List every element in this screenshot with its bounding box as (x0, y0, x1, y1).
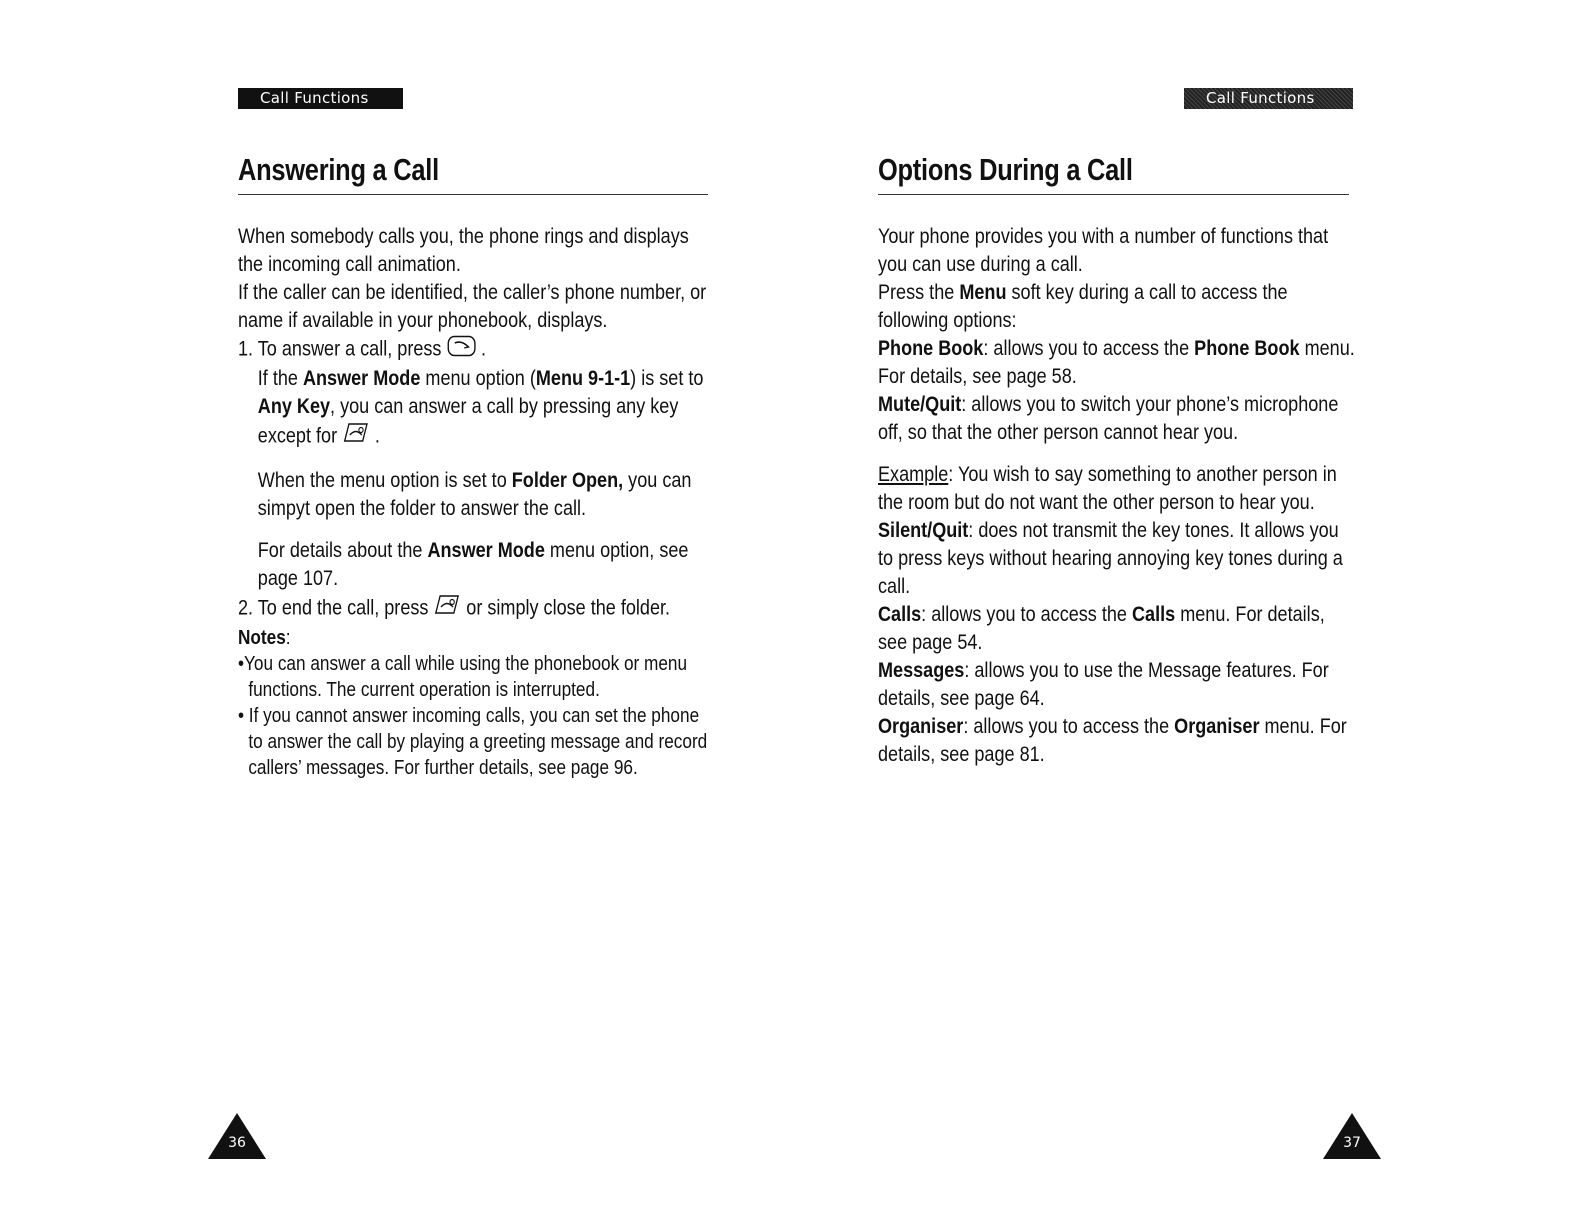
calls-label: Calls (878, 603, 922, 626)
answer-mode-label: Answer Mode (427, 539, 545, 562)
page-title-right: Options During a Call (878, 152, 1133, 187)
step-1-number: 1. (238, 337, 254, 361)
example-paragraph (878, 461, 1357, 517)
text: you can simpyt open the folder to answer the call. (257, 469, 692, 520)
folder-open-label: Folder Open, (511, 469, 624, 492)
text: Press the (878, 281, 955, 304)
page-number-marker-right (1323, 1113, 1381, 1159)
option-organiser (878, 713, 1357, 769)
text: : You wish to say something to another person in the room but do not want the other person to hear you. (878, 463, 1337, 514)
step-1-text: To answer a call, press (257, 337, 442, 361)
organiser-label: Organiser (1174, 715, 1260, 738)
text: , you can answer a call by pressing any key except for (257, 395, 679, 448)
text: : does not transmit the key tones. It allows you to press keys without hearing annoying key tones during a call. (878, 519, 1343, 598)
text: soft key during a call to access the following options: (878, 281, 1288, 332)
left-column (238, 223, 708, 781)
caller-id-paragraph: If the caller can be identified, the caller’s phone number, or name if available in your phonebook, displays. (238, 281, 707, 332)
menu-path: Menu 9-1-1 (535, 367, 631, 390)
option-mute-quit (878, 391, 1357, 447)
page-number-right: 37 (1343, 1135, 1361, 1151)
option-silent-quit (878, 517, 1357, 601)
option-calls (878, 601, 1357, 657)
text: : allows you to access the (963, 715, 1170, 738)
page-title-left: Answering a Call (238, 152, 439, 187)
menu-label: Menu (959, 281, 1007, 304)
step-2-text: To end the call, press (257, 596, 429, 620)
text: menu. For details, see page 58. (878, 337, 1355, 388)
note-item: • If you cannot answer incoming calls, you can set the phone to answer the call by playing a greeting message and record callers’ messages. For further details, see page 96. (238, 705, 708, 779)
step-2-end: or simply close the folder. (466, 596, 671, 620)
text: : allows you to access the (921, 603, 1127, 626)
step-1-end: . (481, 337, 487, 361)
folder-open-paragraph (238, 467, 727, 523)
answer-mode-details-paragraph (238, 537, 727, 593)
text: menu. For details, see page 54. (878, 603, 1325, 654)
step-2-number: 2. (238, 596, 254, 620)
text: menu. For details, see page 81. (878, 715, 1347, 766)
menu-instruction-paragraph (878, 279, 1357, 335)
messages-label: Messages (878, 659, 965, 682)
step-1 (238, 335, 707, 365)
notes-label: Notes (238, 627, 286, 649)
text: : allows you to switch your phone’s microphone off, so that the other person cannot hear you. (878, 393, 1339, 444)
title-divider-left (238, 194, 708, 195)
page-number-left: 36 (228, 1135, 246, 1151)
answer-mode-label: Answer Mode (302, 367, 421, 390)
end-key-icon (342, 421, 370, 453)
notes-section (238, 625, 708, 781)
step-2 (238, 593, 707, 625)
answer-mode-paragraph (238, 365, 727, 453)
text: : allows you to access the (983, 337, 1190, 360)
option-messages (878, 657, 1357, 713)
right-column (878, 223, 1358, 769)
text: menu option, see page 107. (257, 539, 689, 590)
text: For details about the (257, 539, 423, 562)
intro-paragraph: When somebody calls you, the phone rings and displays the incoming call animation. (238, 225, 689, 276)
text: When the menu option is set to (257, 469, 507, 492)
page-number-marker-left (208, 1113, 266, 1159)
text: If the (257, 367, 298, 390)
section-tab-right: Call Functions (1184, 88, 1353, 109)
silent-quit-label: Silent/Quit (878, 519, 969, 542)
intro-paragraph: Your phone provides you with a number of functions that you can use during a call. (878, 225, 1329, 276)
phone-book-label: Phone Book (878, 337, 984, 360)
notes-colon: : (285, 627, 291, 649)
any-key-label: Any Key (257, 395, 331, 418)
title-divider-right (878, 194, 1349, 195)
section-tab-left: Call Functions (238, 88, 403, 109)
text: menu option ( (425, 367, 536, 390)
mute-quit-label: Mute/Quit (878, 393, 962, 416)
option-phone-book (878, 335, 1357, 391)
notes-heading (238, 625, 707, 651)
text: . (374, 424, 380, 448)
phone-book-label: Phone Book (1194, 337, 1300, 360)
send-key-icon (447, 335, 476, 365)
note-item: •You can answer a call while using the phonebook or menu functions. The current operation is interrupted. (238, 653, 688, 701)
text: : allows you to use the Message features. For details, see page 64. (878, 659, 1329, 710)
end-key-icon (434, 593, 462, 625)
organiser-label: Organiser (878, 715, 964, 738)
calls-label: Calls (1131, 603, 1176, 626)
example-label: Example (878, 463, 949, 486)
text: ) is set to (630, 367, 704, 390)
